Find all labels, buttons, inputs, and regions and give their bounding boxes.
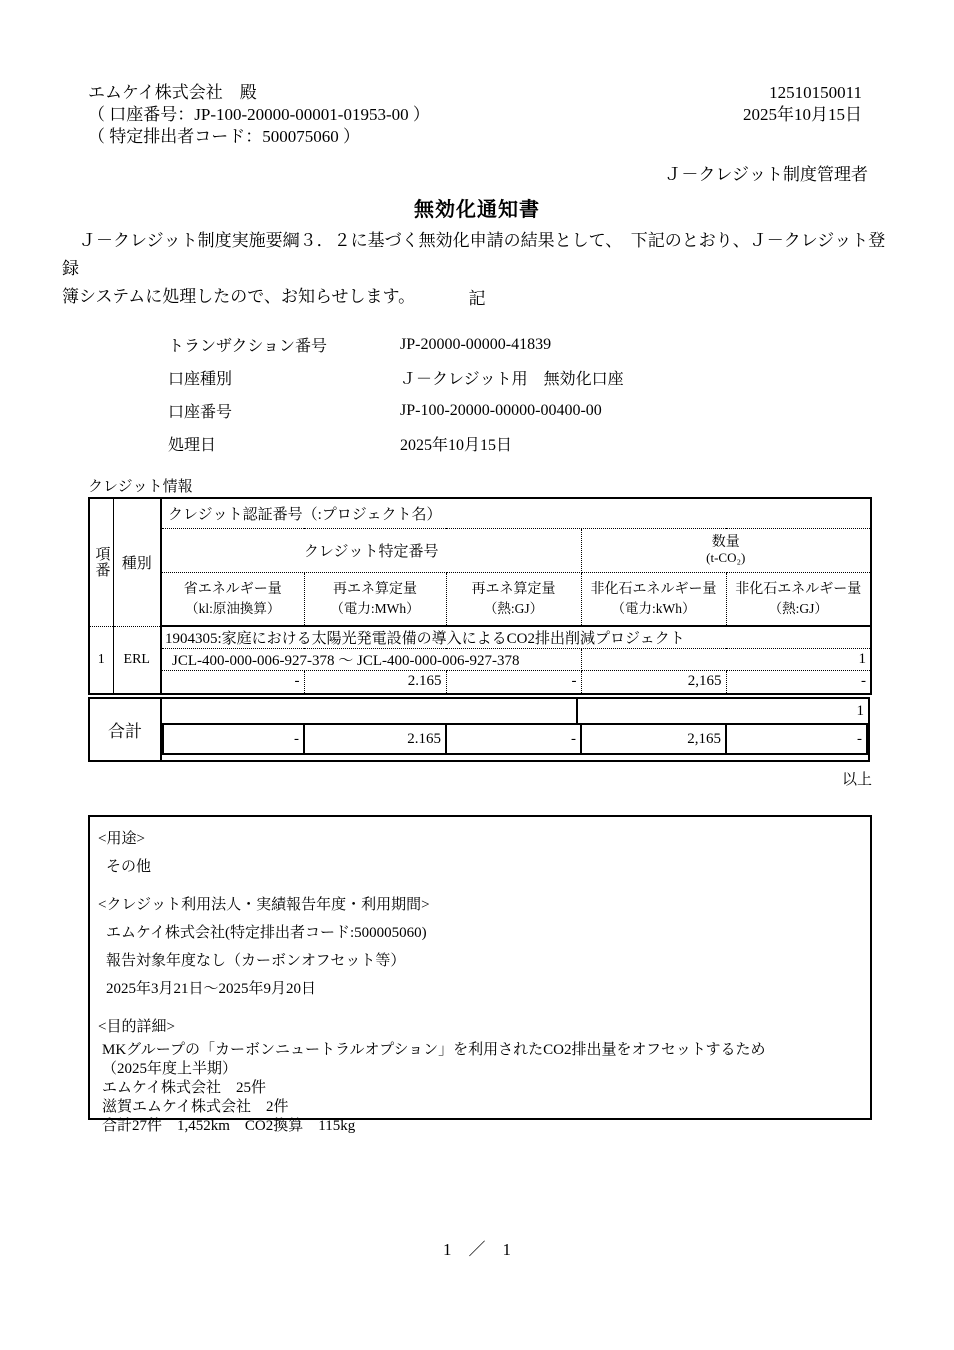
purpose-line: エムケイ株式会社 25件 <box>102 1080 266 1096</box>
purpose-line: 滋賀エムケイ株式会社 2件 <box>102 1099 289 1115</box>
purpose-line: （2025年度上半期） <box>102 1061 238 1077</box>
spacer <box>90 881 870 891</box>
document-number: 12510150011 <box>769 83 862 102</box>
page-indicator: 1 ／ 1 <box>443 1240 511 1259</box>
col-header-renewable-power: 再エネ算定量 （電力:MWh） <box>304 572 446 626</box>
row-value-renewable-heat: - <box>446 671 581 694</box>
recipient-block <box>88 82 430 148</box>
credit-info-label: クレジット情報 <box>88 479 193 495</box>
col-header-type: 種別 <box>113 498 161 626</box>
row-value-renewable-power: 2.165 <box>304 671 446 694</box>
detail-label: 処理日 <box>168 437 217 454</box>
row-value-energy-saving: - <box>161 671 304 694</box>
total-quantity-row <box>162 699 868 723</box>
usage-value: その他 <box>106 859 152 875</box>
row-project-name: 1904305:家庭における太陽光発電設備の導入によるCO2排出削減プロジェクト <box>161 626 871 649</box>
detail-label: 口座種別 <box>168 371 233 388</box>
document-meta <box>743 82 862 126</box>
total-value-renewable-heat: - <box>445 725 580 753</box>
total-quantity-spacer <box>162 699 578 723</box>
total-value-nonfossil-power: 2,165 <box>580 725 725 753</box>
page-title: 無効化通知書 <box>414 199 540 221</box>
recipient-account-number: （ 口座番号：JP-100-20000-00001-01953-00 ） <box>88 105 430 124</box>
col-header-nonfossil-power: 非化石エネルギー量 （電力:kWh） <box>581 572 726 626</box>
row-value-nonfossil-power: 2,165 <box>581 671 726 694</box>
closing-marker: 以上 <box>841 772 872 788</box>
row-quantity: 1 <box>581 649 871 671</box>
total-value-nonfossil-heat: - <box>725 725 866 753</box>
issuer-name: Ｊ－クレジット制度管理者 <box>664 165 868 184</box>
user-heading: <クレジット利用法人・実績報告年度・利用期間> <box>98 897 430 913</box>
spacer <box>90 1003 870 1013</box>
total-quantity: 1 <box>856 703 864 719</box>
detail-row-account-type <box>168 361 624 394</box>
transaction-details <box>168 328 624 460</box>
row-credit-id-range: JCL-400-000-006-927-378 ～ JCL-400-000-006-927-378 <box>161 649 581 671</box>
row-value-nonfossil-heat: - <box>861 673 867 690</box>
detail-row-process-date <box>168 427 624 460</box>
credit-table <box>88 497 872 695</box>
total-row <box>88 697 870 762</box>
purpose-heading: <目的詳細> <box>98 1019 175 1035</box>
col-header-cert-number: クレジット認証番号（:プロジェクト名） <box>161 498 871 528</box>
col-header-item-number: 項番 <box>89 498 113 626</box>
detail-value: 2025年10月15日 <box>400 437 513 454</box>
detail-label: トランザクション番号 <box>168 338 328 355</box>
user-period: 2025年3月21日～2025年9月20日 <box>106 981 317 997</box>
table-row <box>89 626 871 649</box>
total-values-region <box>162 699 868 760</box>
row-type: ERL <box>113 626 161 694</box>
record-marker: 記 <box>468 289 486 308</box>
row-item-number: 1 <box>89 626 113 694</box>
purpose-line: MKグループの「カーボンニュートラルオプション」を利用されたCO2排出量をオフセットするため <box>102 1042 766 1058</box>
recipient-name: エムケイ株式会社 殿 <box>88 83 257 102</box>
total-value-renewable-power: 2.165 <box>303 725 445 753</box>
document-date: 2025年10月15日 <box>743 105 862 124</box>
purpose-line: 合計27件 1,452km CO2換算 115kg <box>102 1118 356 1134</box>
col-header-nonfossil-heat: 非化石エネルギー量 （熱:GJ） <box>726 572 871 626</box>
total-value-energy-saving: - <box>294 731 299 747</box>
detail-value: Ｊ－クレジット用 無効化口座 <box>400 371 624 388</box>
usage-box <box>88 815 872 1134</box>
detail-label: 口座番号 <box>168 404 233 421</box>
col-header-credit-id: クレジット特定番号 <box>161 528 581 572</box>
detail-value: JP-20000-00000-41839 <box>400 335 552 353</box>
col-header-renewable-heat: 再エネ算定量 （熱:GJ） <box>446 572 581 626</box>
total-label: 合計 <box>90 699 162 760</box>
recipient-emitter-code: （ 特定排出者コード：500075060 ） <box>88 127 360 146</box>
usage-heading: <用途> <box>98 831 145 847</box>
col-header-energy-saving: 省エネルギー量 （kl:原油換算） <box>161 572 304 626</box>
col-header-quantity: 数量 (t-CO₂) <box>581 528 871 572</box>
body-line-1: Ｊ－クレジット制度実施要綱３．２に基づく無効化申請の結果として、 下記のとおり、Ｊ－クレジット登録 <box>62 231 886 278</box>
detail-row-account-number <box>168 394 624 427</box>
detail-row-transaction-number <box>168 328 624 361</box>
total-cells-row <box>162 723 868 755</box>
detail-value: JP-100-20000-00000-00400-00 <box>400 401 602 419</box>
body-line-2: 簿システムに処理したので、お知らせします。 <box>62 287 416 306</box>
user-company: エムケイ株式会社(特定排出者コード:500005060) <box>106 925 427 941</box>
user-report-year: 報告対象年度なし（カーボンオフセット等） <box>106 953 406 969</box>
